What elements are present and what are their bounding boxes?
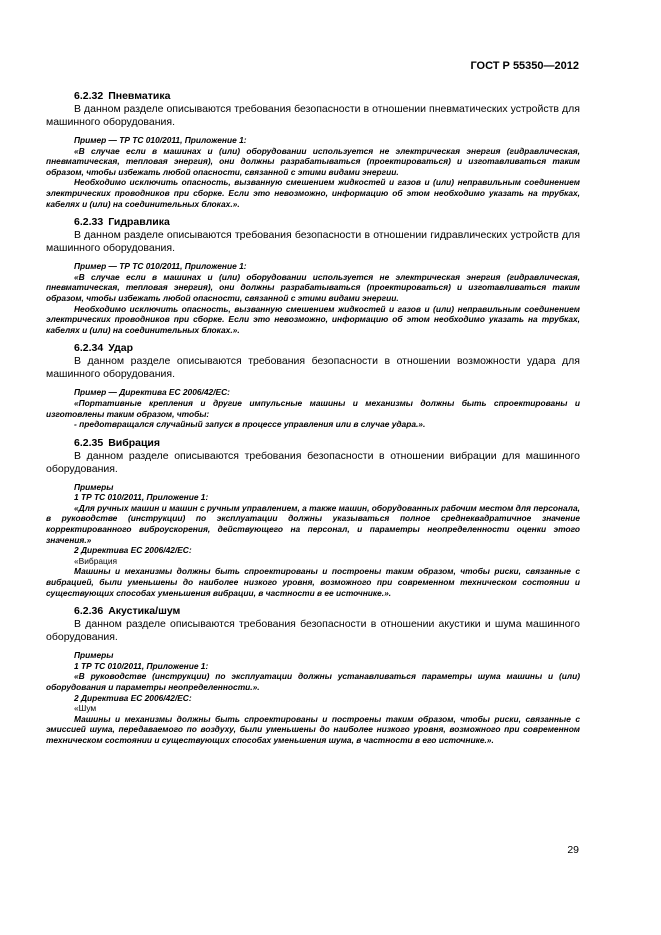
- section-body: В данном разделе описываются требования безопасности в отношении пневматических устройств для машинного оборудования.: [46, 103, 580, 128]
- section-title: Вибрация: [108, 436, 161, 449]
- section-heading: [74, 605, 580, 618]
- section-number: 6.2.33: [74, 216, 104, 229]
- example-line: 2 Директива ЕС 2006/42/ЕС:: [74, 545, 192, 556]
- document-header: ГОСТ Р 55350—2012: [470, 60, 579, 72]
- example-block: [46, 650, 580, 745]
- section-title: Удар: [108, 342, 133, 355]
- example-block: [46, 387, 580, 429]
- section: [46, 216, 580, 335]
- example-line: «Вибрация: [74, 555, 118, 566]
- example-line: Машины и механизмы должны быть спроектированы и построены таким образом, чтобы риски, связанные с эмиссией шума, передаваемого по воздуху, были уменьшены до наиболее низкого уровня, возможного при современном техническом состоянии и существующих способах уменьшения шума, в частности в его источнике.».: [46, 713, 580, 745]
- example-block: [46, 135, 580, 209]
- example-line: «В случае если в машинах и (или) оборудовании используется не электрическая энергия (гидравлическая, пневматическая, тепловая энергия), они должны разрабатываться (проектироваться) и изготавливаться таким образом, чтобы избежать любой опасности, связанной с этими видами энергии.: [46, 271, 580, 303]
- section-heading: [74, 342, 580, 355]
- section-title: Гидравлика: [108, 216, 170, 229]
- section-body: В данном разделе описываются требования безопасности в отношении гидравлических устройств для машинного оборудования.: [46, 229, 580, 255]
- example-line: - предотвращался случайный запуск в процессе управления или в случае удара.».: [74, 419, 426, 430]
- section-heading: [74, 437, 580, 450]
- document-content: [46, 90, 580, 753]
- section-heading: [74, 216, 580, 229]
- section: [46, 342, 580, 429]
- example-line: Необходимо исключить опасность, вызванную смешением жидкостей и газов и (или) неправильным соединением электрических проводников при сборке. Если это невозможно, информацию об этом необходимо указать на трубках, кабелях и (или) на соединительных блоках.».: [46, 303, 580, 335]
- example-line: Пример — ТР ТС 010/2011, Приложение 1:: [74, 135, 247, 145]
- example-line: Машины и механизмы должны быть спроектированы и построены таким образом, чтобы риски, связанные с вибрацией, были уменьшены до наиболее низкого уровня, возможного при современном техническом состоянии и существующих способах уменьшения вибрации, в частности в ее источнике.».: [46, 566, 580, 598]
- section-number: 6.2.35: [74, 436, 104, 449]
- example-block: [46, 261, 580, 335]
- section-heading: [74, 90, 580, 103]
- section-body: В данном разделе описываются требования безопасности в отношении акустики и шума машинного оборудования.: [46, 618, 580, 644]
- example-block: [46, 482, 580, 599]
- example-line: «Для ручных машин и машин с ручным управлением, а также машин, оборудованных рабочим местом для персонала, в руководстве (инструкции) по эксплуатации должны указываться полное среднеквадратичное значение корректированного виброускорения, действующего на персонал, и параметры неопределенности оценки этого значения.»: [46, 502, 580, 545]
- example-line: «Портативные крепления и другие импульсные машины и механизмы должны быть спроектированы и изготовлены таким образом, чтобы:: [46, 397, 580, 419]
- section-body: В данном разделе описываются требования безопасности в отношении возможности удара для машинного оборудования.: [46, 355, 580, 381]
- example-line: «В руководстве (инструкции) по эксплуатации должны устанавливаться параметры шума машины и (или) оборудования и параметры неопределенности.».: [46, 671, 580, 692]
- example-line: «В случае если в машинах и (или) оборудовании используется не электрическая энергия (гидравлическая, пневматическая, тепловая энергия), они должны разрабатываться (проектироваться) и изготавливаться таким образом, чтобы избежать любой опасности, связанной с этими видами энергии.: [46, 145, 580, 177]
- section-body: В данном разделе описываются требования безопасности в отношении вибрации для машинного оборудования.: [46, 449, 580, 475]
- section: [46, 90, 580, 209]
- section-number: 6.2.34: [74, 342, 104, 355]
- section: [46, 605, 580, 745]
- sections-container: [46, 90, 580, 746]
- example-line: Пример — ТР ТС 010/2011, Приложение 1:: [74, 261, 247, 272]
- example-line: «Шум: [74, 703, 97, 714]
- example-line: Примеры: [74, 650, 114, 661]
- section-title: Пневматика: [108, 90, 171, 102]
- example-line: 1 ТР ТС 010/2011, Приложение 1:: [74, 492, 209, 503]
- section-number: 6.2.32: [74, 90, 104, 102]
- example-line: Необходимо исключить опасность, вызванную смешением жидкостей и газов и (или) неправильным соединением электрических проводников при сборке. Если это невозможно, информацию об этом необходимо указать на трубках, кабелях и (или) на соединительных блоках.».: [46, 177, 580, 209]
- section-number: 6.2.36: [74, 605, 104, 618]
- section-title: Акустика/шум: [108, 605, 181, 618]
- example-line: Примеры: [74, 481, 114, 492]
- example-line: Пример — Директива ЕС 2006/42/ЕС:: [74, 387, 230, 398]
- page-number: 29: [567, 844, 579, 856]
- example-line: 2 Директива ЕС 2006/42/ЕС:: [74, 692, 192, 703]
- section: [46, 437, 580, 599]
- example-line: 1 ТР ТС 010/2011, Приложение 1:: [74, 660, 209, 671]
